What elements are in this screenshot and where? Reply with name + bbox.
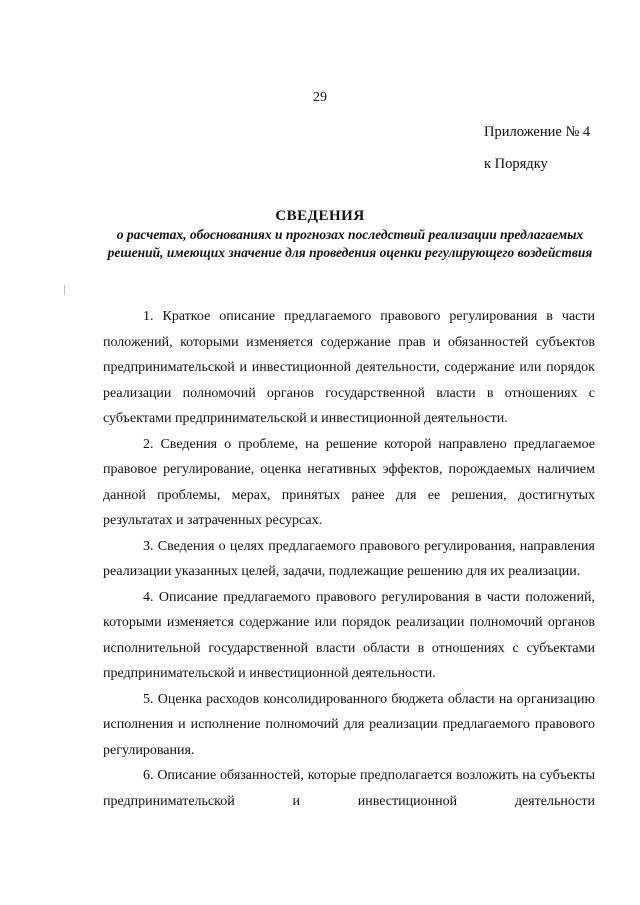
paragraph-1: 1. Краткое описание предлагаемого правового регулирования в части положений, которыми изменяется содержание прав и обязанностей субъектов предпринимательской и инвестиционной деятельности, содержание или порядок реализации полномочий органов государственной власти в отношениях с субъектами предпринимательской и инвестиционной деятельности. — [103, 309, 595, 426]
paragraph-3: 3. Сведения о целях предлагаемого правового регулирования, направления реализации указанных целей, задачи, подлежащие решению для их реализации. — [103, 538, 595, 579]
page-number: 29 — [313, 90, 327, 105]
appendix-label: Приложение № 4 — [484, 124, 591, 140]
scan-margin-mark — [64, 285, 65, 295]
to-order-label: к Порядку — [484, 156, 548, 172]
paragraph-5: 5. Оценка расходов консолидированного бюджета области на организацию исполнения и исполнение полномочий для реализации предлагаемого правового регулирования. — [103, 691, 595, 758]
paragraph-2: 2. Сведения о проблеме, на решение которой направлено предлагаемое правовое регулирование, оценка негативных эффектов, порождаемых наличием данной проблемы, мерах, принятых ранее для ее решения, достигнутых результатах и затраченных ресурсах. — [103, 436, 595, 528]
paragraph-4: 4. Описание предлагаемого правового регулирования в части положений, которыми изменяется содержание или порядок реализации полномочий органов исполнительной государственной власти области в отношениях с субъектами предпринимательской и инвестиционной деятельности. — [103, 589, 595, 681]
document-body — [103, 304, 595, 814]
paragraph-6: 6. Описание обязанностей, которые предполагается возложить на субъекты предпринимательской и инвестиционной деятельности — [103, 768, 595, 809]
document-subtitle: о расчетах, обоснованиях и прогнозах последствий реализации предлагаемых решений, имеющих значение для проведения оценки регулирующего воздействия — [107, 227, 593, 260]
document-title: СВЕДЕНИЯ — [275, 208, 365, 224]
